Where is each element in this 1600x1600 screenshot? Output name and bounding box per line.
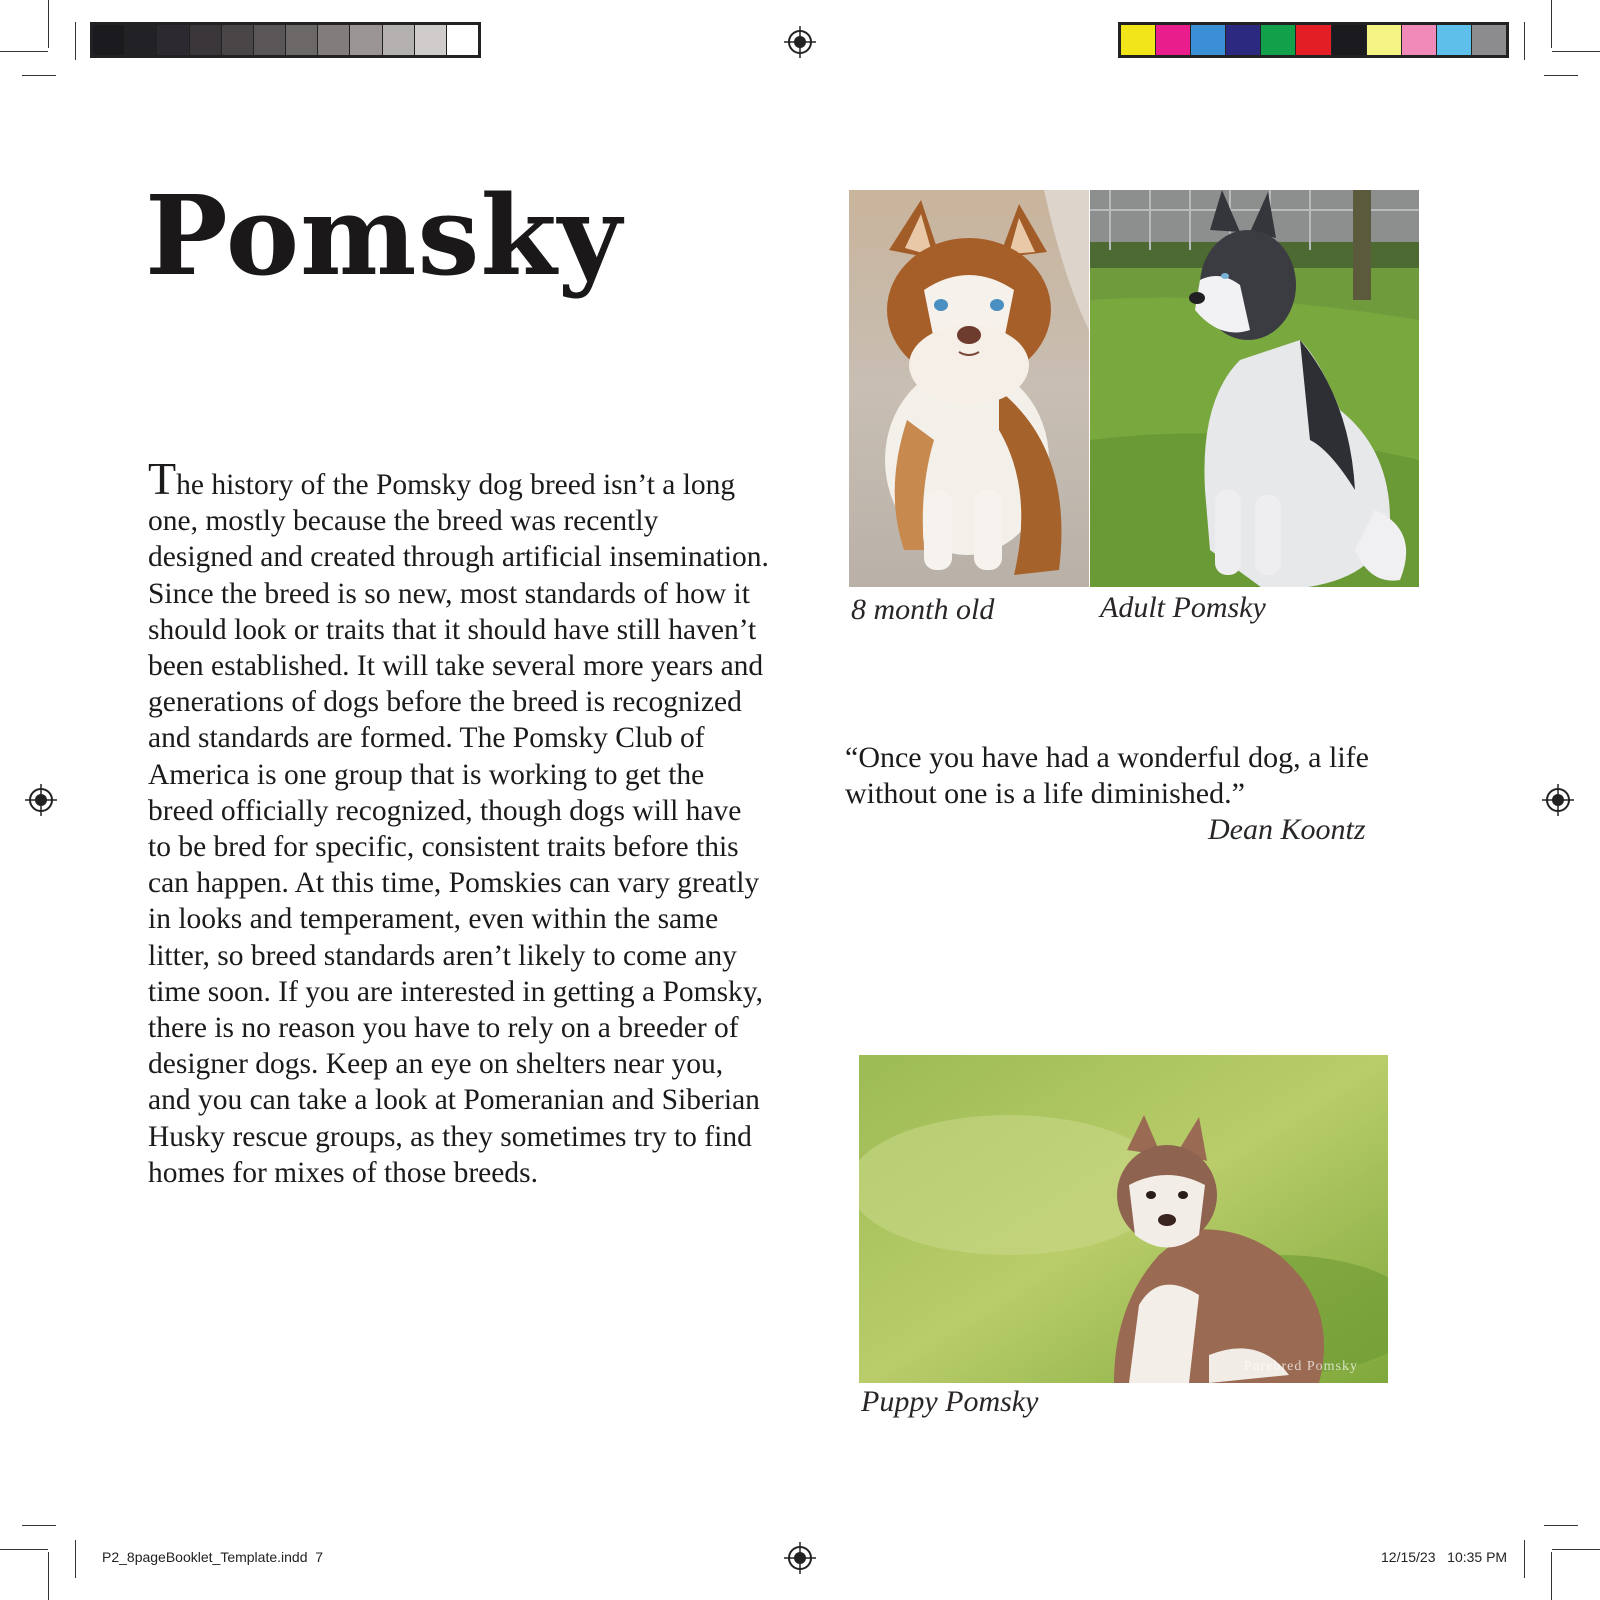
crop-mark (1544, 1525, 1578, 1526)
crop-mark (1552, 1549, 1600, 1550)
color-swatch (1191, 25, 1226, 55)
caption-puppy-pomsky: Puppy Pomsky (861, 1385, 1039, 1418)
color-swatch (1437, 25, 1472, 55)
slug-file: P2_8pageBooklet_Template.indd (102, 1549, 308, 1565)
color-swatch (415, 25, 447, 55)
color-swatch (1402, 25, 1437, 55)
crop-mark (22, 75, 56, 76)
quote-text: “Once you have had a wonderful dog, a life without one is a life diminished.” (845, 741, 1369, 810)
crop-mark (1544, 75, 1578, 76)
crop-mark (48, 0, 49, 48)
caption-8-month-old: 8 month old (851, 593, 995, 626)
color-swatch (1226, 25, 1261, 55)
process-color-bar (1118, 22, 1509, 58)
drop-cap: T (148, 453, 177, 504)
pomsky-puppy-image (859, 1055, 1388, 1383)
slug-date: 12/15/23 (1381, 1549, 1436, 1565)
color-swatch (1261, 25, 1296, 55)
color-swatch (1156, 25, 1191, 55)
grayscale-color-bar (90, 22, 481, 58)
color-swatch (1296, 25, 1331, 55)
crop-mark (1552, 51, 1600, 52)
registration-mark-icon (1542, 784, 1574, 816)
body-paragraph (148, 453, 770, 1191)
pomsky-brown-image (849, 190, 1089, 587)
registration-mark-icon (25, 784, 57, 816)
crop-mark (1551, 1552, 1552, 1600)
slug-page: 7 (315, 1549, 324, 1565)
slug-time: 10:35 PM (1447, 1549, 1508, 1565)
color-swatch (1121, 25, 1156, 55)
crop-mark (75, 1540, 76, 1578)
color-swatch (190, 25, 222, 55)
color-swatch (1472, 25, 1506, 55)
registration-mark-icon (784, 26, 816, 58)
photo-watermark: Purebred Pomsky (1243, 1359, 1358, 1374)
crop-mark (1524, 1540, 1525, 1578)
photo-puppy-pomsky (859, 1055, 1388, 1383)
color-swatch (350, 25, 382, 55)
crop-mark (75, 22, 76, 60)
slug-filename (102, 1549, 323, 1565)
crop-mark (0, 51, 48, 52)
page-title: Pomsky (145, 171, 623, 300)
crop-mark (22, 1525, 56, 1526)
color-swatch (254, 25, 286, 55)
color-swatch (447, 25, 478, 55)
color-swatch (222, 25, 254, 55)
photo-adult-pomsky (1090, 190, 1419, 587)
caption-adult-pomsky: Adult Pomsky (1100, 591, 1266, 624)
color-swatch (383, 25, 415, 55)
crop-mark (0, 1549, 48, 1550)
color-swatch (1332, 25, 1367, 55)
color-swatch (93, 25, 125, 55)
color-swatch (286, 25, 318, 55)
quote-author: Dean Koontz (1208, 813, 1366, 846)
crop-mark (1551, 0, 1552, 48)
color-swatch (125, 25, 157, 55)
photo-8-month-pomsky (849, 190, 1089, 587)
crop-mark (1524, 22, 1525, 60)
crop-mark (48, 1552, 49, 1600)
registration-mark-icon (784, 1542, 816, 1574)
pomsky-adult-image (1090, 190, 1419, 587)
color-swatch (1367, 25, 1402, 55)
color-swatch (157, 25, 189, 55)
slug-timestamp (1381, 1549, 1507, 1565)
body-text: he history of the Pomsky dog breed isn’t a long one, mostly because the breed was recently designed and created through artificial insemination. Since the breed is so new, most standards of how it should look or traits that it should have still haven’t been established. It will take several more years and generations of dogs before the breed is recognized and standards are formed. The Pomsky Club of America is one group that is working to get the breed officially recognized, though dogs will have to be bred for specific, consistent traits before this can happen. At this time, Pomskies can vary greatly in looks and temperament, even within the same litter, so breed standards aren’t likely to come any time soon. If you are interested in getting a Pomsky, there is no reason you have to rely on a breeder of designer dogs. Keep an eye on shelters near you, and you can take a look at Pomeranian and Siberian Husky rescue groups, as they sometimes try to find homes for mixes of those breeds. (148, 469, 769, 1189)
color-swatch (318, 25, 350, 55)
